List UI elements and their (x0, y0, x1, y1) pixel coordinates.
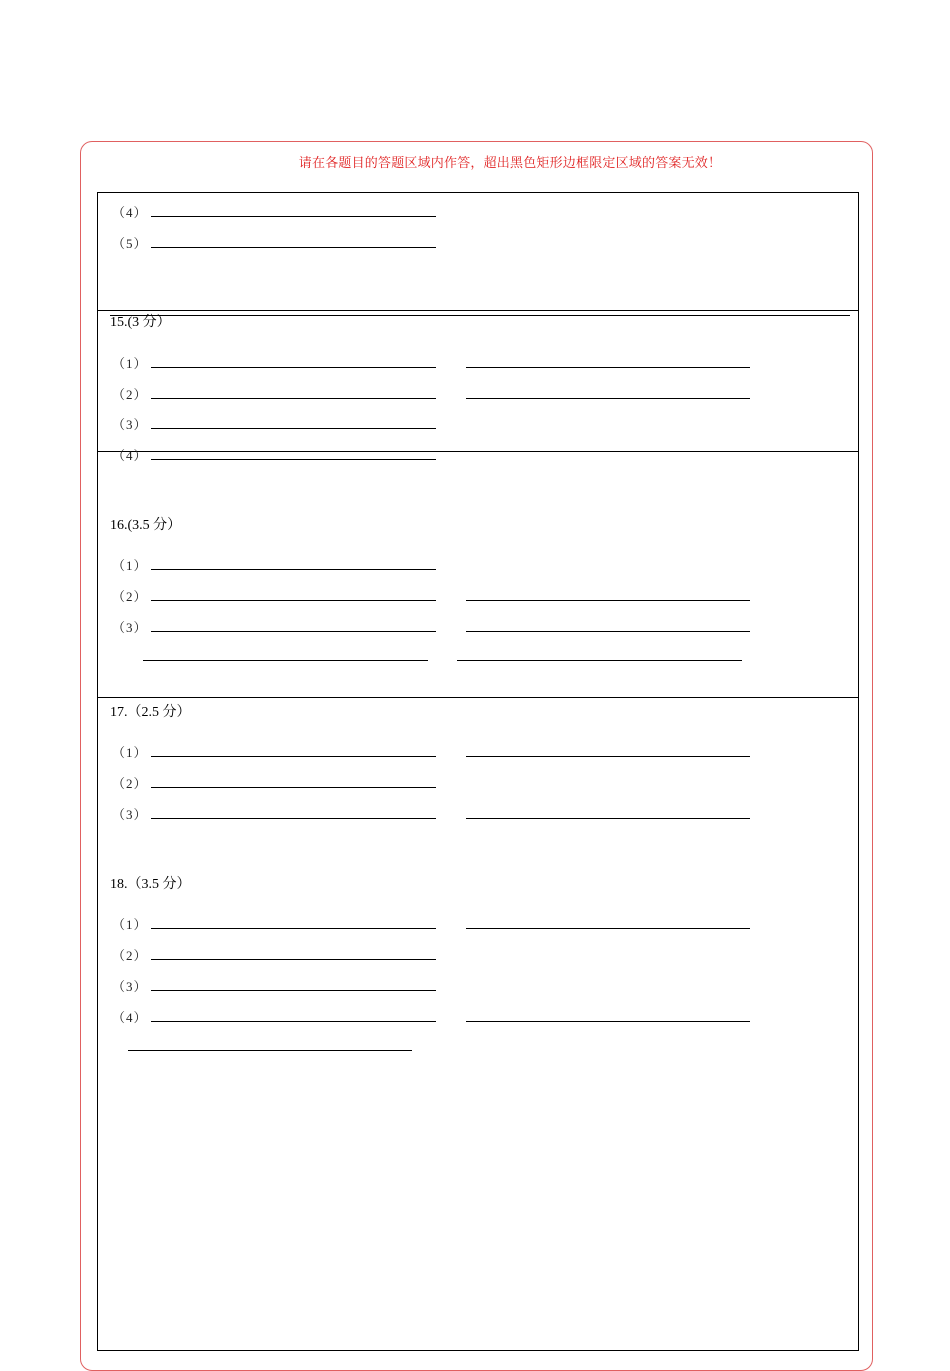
q18-label-4: （4） (112, 1010, 148, 1025)
q18-blank-3[interactable] (151, 990, 436, 991)
q15-title: 15.(3 分） (110, 315, 171, 330)
q15-label-4: （4） (112, 448, 148, 463)
q16-blank-1[interactable] (151, 569, 436, 570)
q16-label-1: （1） (112, 558, 148, 573)
q18-blank-2[interactable] (151, 959, 436, 960)
section-box-q16-q18 (97, 451, 859, 1351)
q18-blank-1a[interactable] (151, 928, 436, 929)
q16-blank-3a[interactable] (151, 631, 436, 632)
q17-blank-1a[interactable] (151, 756, 436, 757)
q17-blank-1b[interactable] (466, 756, 750, 757)
q16-label-3: （3） (112, 620, 148, 635)
q16-label-2: （2） (112, 589, 148, 604)
q15-blank-2b[interactable] (466, 398, 750, 399)
divider-q17 (97, 697, 859, 698)
q15-blank-4[interactable] (151, 459, 436, 460)
q14-label-5: （5） (112, 236, 148, 251)
q14-blank-4[interactable] (151, 216, 436, 217)
q15-blank-1b[interactable] (466, 367, 750, 368)
q18-blank-4b[interactable] (466, 1021, 750, 1022)
divider-q15-inner (110, 315, 850, 316)
q17-blank-2[interactable] (151, 787, 436, 788)
q15-label-2: （2） (112, 387, 148, 402)
q18-label-2: （2） (112, 948, 148, 963)
section-box-q15 (97, 310, 859, 452)
q17-label-3: （3） (112, 807, 148, 822)
q16-blank-3d[interactable] (457, 660, 742, 661)
q16-blank-2a[interactable] (151, 600, 436, 601)
answer-area-warning: 请在各题目的答题区域内作答，超出黑色矩形边框限定区域的答案无效！ (298, 155, 722, 170)
q16-blank-3c[interactable] (143, 660, 428, 661)
q15-label-3: （3） (112, 417, 148, 432)
section-box-q14 (97, 192, 859, 311)
q16-blank-2b[interactable] (466, 600, 750, 601)
q14-label-4: （4） (112, 205, 148, 220)
q17-label-2: （2） (112, 776, 148, 791)
q16-title: 16.(3.5 分） (110, 518, 182, 533)
q16-blank-3b[interactable] (466, 631, 750, 632)
q14-blank-5[interactable] (151, 247, 436, 248)
q17-blank-3b[interactable] (466, 818, 750, 819)
q18-blank-4c[interactable] (128, 1050, 412, 1051)
q15-label-1: （1） (112, 356, 148, 371)
q18-title: 18.（3.5 分） (110, 877, 191, 892)
q17-label-1: （1） (112, 745, 148, 760)
q18-label-1: （1） (112, 917, 148, 932)
q15-blank-1a[interactable] (151, 367, 436, 368)
q15-blank-3[interactable] (151, 428, 436, 429)
q18-label-3: （3） (112, 979, 148, 994)
q18-blank-1b[interactable] (466, 928, 750, 929)
q17-title: 17.（2.5 分） (110, 705, 191, 720)
q15-blank-2a[interactable] (151, 398, 436, 399)
q17-blank-3a[interactable] (151, 818, 436, 819)
q18-blank-4a[interactable] (151, 1021, 436, 1022)
